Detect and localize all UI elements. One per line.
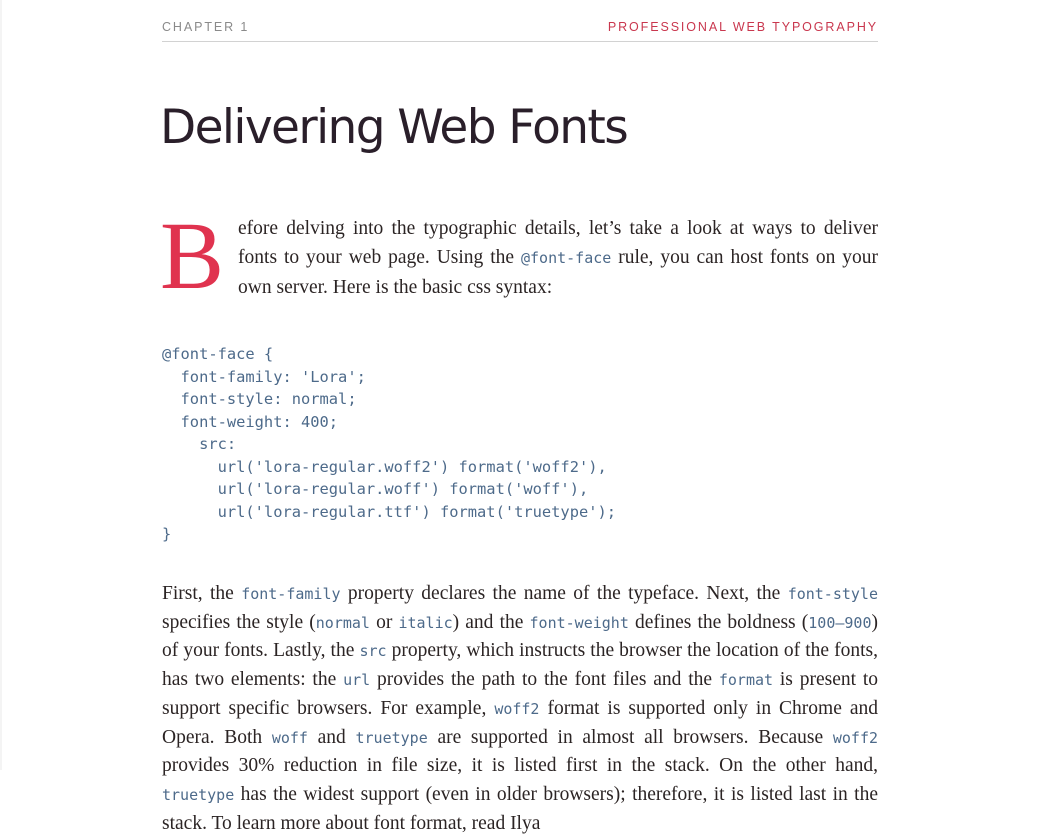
body-text: First, the [162,583,242,604]
inline-code: 100–900 [808,613,872,632]
body-text: and [307,726,356,748]
body-paragraph [162,580,878,838]
code-block [162,343,616,546]
running-header [162,19,878,42]
inline-code: font-weight [529,613,629,632]
intro-paragraph [160,202,878,309]
body-text: or [369,611,399,633]
body-text: format is supported only in Chrome and Opera. Both [162,697,878,748]
inline-code: normal [315,613,370,632]
inline-code: woff [271,728,308,747]
inline-code: font-family [241,585,341,603]
body-text: are supported in almost all browsers. Because [427,726,833,748]
inline-code: italic [398,613,453,632]
code-line: font-family: 'Lora'; [162,367,366,386]
body-text: specifies the style ( [162,611,316,633]
inline-code: @font-face [520,249,612,267]
inline-code: truetype [162,785,235,804]
body-text: property, which instructs the browser the location of the fonts, has two elements: the [162,640,878,691]
body-text: ) and the [452,611,530,633]
body-text: ) of your fonts. Lastly, the [162,611,878,662]
inline-code: font-style [787,585,878,603]
body-text: has the widest support (even in older browsers); therefore, it is listed last in the stack. To learn more about font format, read Ilya [162,783,878,834]
body-text: is present to support specific browsers. For example, [162,669,879,719]
code-line: @font-face { [162,345,274,363]
inline-code: url [343,671,371,690]
inline-code: format [718,671,774,690]
inline-code: src [359,642,387,661]
drop-cap: B [160,202,225,309]
code-line: url('lora-regular.ttf') format('truetype'); [162,502,617,521]
intro-text-1: efore delving into the typographic details, let’s take a look at ways to deliver fonts to your web page. Using the [238,218,878,268]
inline-code: truetype [355,728,428,747]
chapter-label: CHAPTER 1 [162,20,250,34]
inline-code: woff2 [832,728,879,747]
book-title: PROFESSIONAL WEB TYPOGRAPHY [607,20,878,34]
body-text: property declares the name of the typeface. Next, the [340,583,788,604]
code-line: } [162,525,172,543]
code-line: font-weight: 400; [162,412,339,431]
body-text: defines the boldness ( [628,611,809,633]
intro-text-2: rule, you can host fonts on your own server. Here is the basic css syntax: [238,247,878,298]
body-text: provides 30% reduction in file size, it is listed first in the stack. On the other hand, [162,755,878,777]
page-title: Delivering Web Fonts [160,100,628,155]
body-text: provides the path to the font files and the [370,669,719,691]
code-line: url('lora-regular.woff2') format('woff2'), [162,457,607,476]
code-line: url('lora-regular.woff') format('woff'), [162,480,589,498]
code-line: src: [162,435,237,453]
page-edge [0,0,2,770]
inline-code: woff2 [494,699,540,718]
code-line: font-style: normal; [162,390,357,408]
